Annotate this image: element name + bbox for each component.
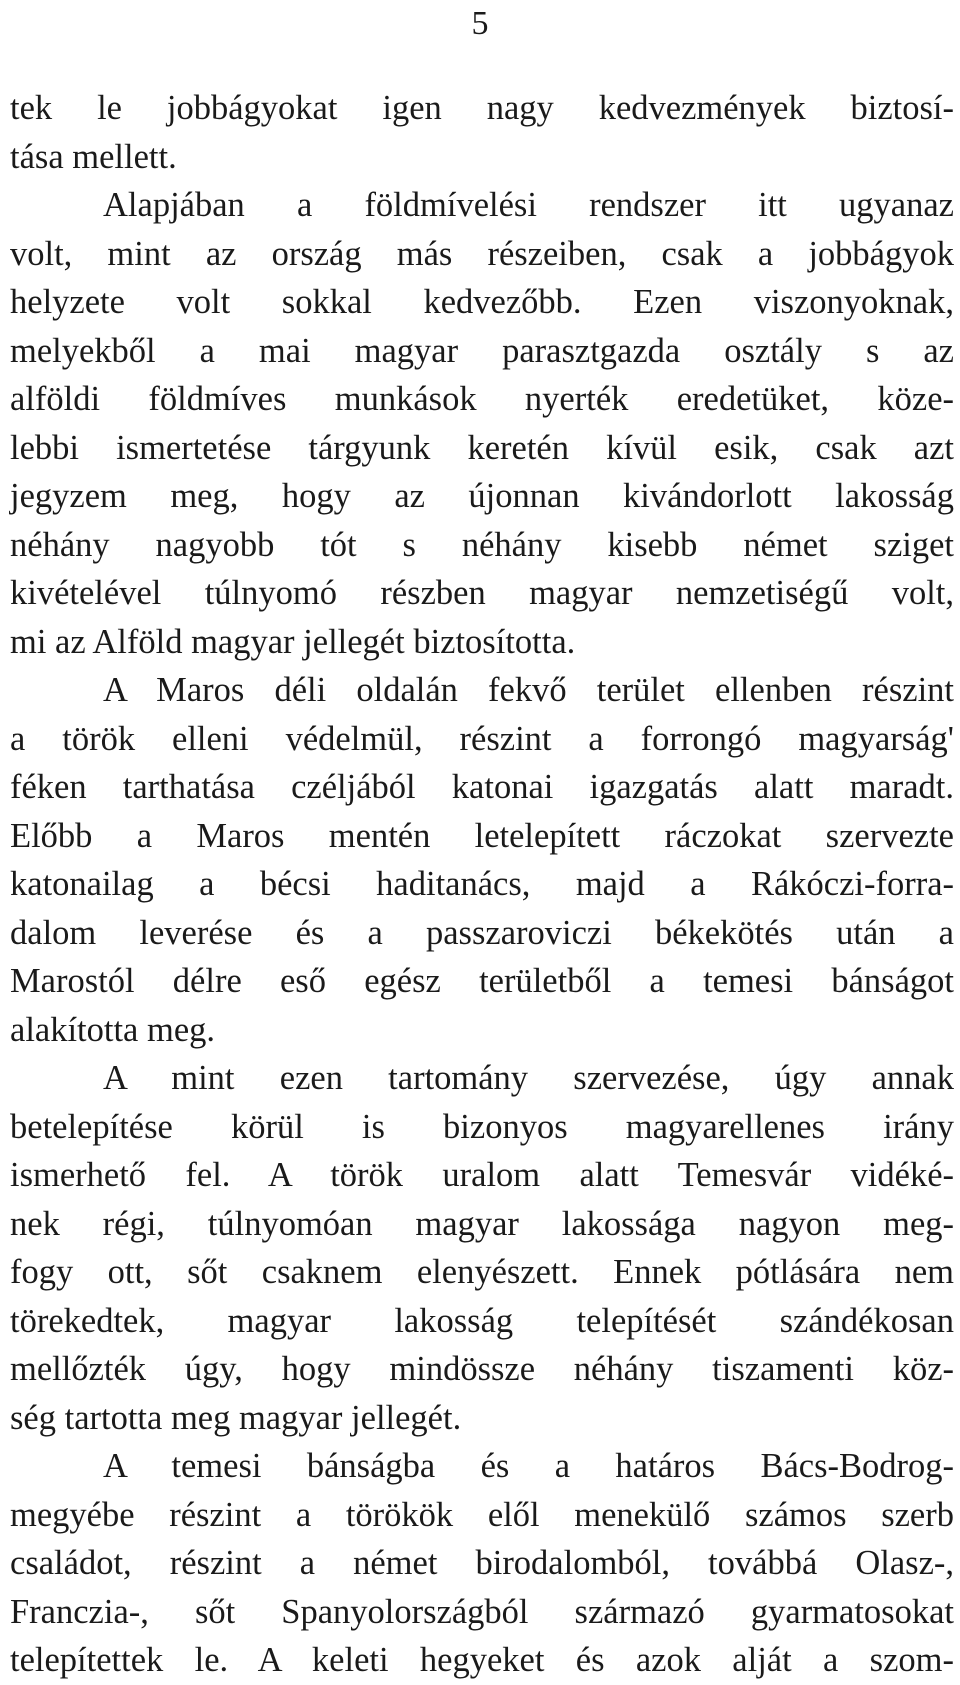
text-line: tek le jobbágyokat igen nagy kedvezmények biztosí- (10, 89, 954, 127)
text-line: helyzete volt sokkal kedvezőbb. Ezen viszonyoknak, (10, 283, 954, 321)
text-line: néhány nagyobb tót s néhány kisebb német sziget (10, 525, 954, 564)
text-line: lebbi ismertetése tárgyunk keretén kívül esik, csak azt (10, 428, 954, 467)
text-line: alakította meg. (10, 1010, 216, 1049)
text-line: kivételével túlnyomó részben magyar nemzetiségű volt, (10, 574, 954, 612)
text-line: féken tarthatása czéljából katonai igazgatás alatt maradt. (10, 768, 954, 806)
text-line: családot, részint a német birodalomból, továbbá Olasz-, (10, 1544, 954, 1582)
page-number: 5 (471, 5, 489, 42)
text-line: telepítettek le. A keleti hegyeket és azok alját a szom- (10, 1641, 954, 1679)
text-line: Marostól délre eső egész területből a temesi bánságot (10, 962, 954, 1000)
text-line: jegyzem meg, hogy az újonnan kivándorlott lakosság (10, 477, 954, 515)
text-line: Franczia-, sőt Spanyolországból származó gyarmatosokat (10, 1592, 954, 1631)
text-line: tása mellett. (10, 137, 177, 176)
text-line: nek régi, túlnyomóan magyar lakossága nagyon meg- (10, 1204, 954, 1243)
text-line: A temesi bánságba és a határos Bács-Bodrog- (103, 1447, 954, 1485)
text-line: katonailag a bécsi haditanács, majd a Rákóczi-forra- (10, 865, 954, 903)
text-line: A mint ezen tartomány szervezése, úgy annak (103, 1059, 954, 1097)
text-line: melyekből a mai magyar parasztgazda osztály s az (10, 331, 954, 370)
text-line: ség tartotta meg magyar jellegét. (10, 1398, 462, 1437)
text-line: törekedtek, magyar lakosság telepítését szándékosan (10, 1301, 954, 1340)
text-line: mi az Alföld magyar jellegét biztosította. (10, 622, 576, 661)
text-line: Alapjában a földmívelési rendszer itt ugyanaz (103, 186, 954, 224)
text-line: ismerhető fel. A török uralom alatt Temesvár vidéké- (10, 1156, 954, 1194)
body-text (10, 84, 954, 1685)
text-line: dalom leverése és a passzaroviczi békekötés után a (10, 913, 954, 952)
text-line: betelepítése körül is bizonyos magyarellenes irány (10, 1107, 954, 1146)
text-line: volt, mint az ország más részeiben, csak a jobbágyok (10, 234, 954, 273)
text-line: alföldi földmíves munkások nyerték eredetüket, köze- (10, 380, 954, 418)
text-line: fogy ott, sőt csaknem elenyészett. Ennek pótlására nem (10, 1253, 954, 1291)
text-line: megyébe részint a törökök elől menekülő számos szerb (10, 1495, 954, 1534)
text-line: A Maros déli oldalán fekvő terület ellenben részint (103, 671, 954, 709)
text-line: mellőzték úgy, hogy mindössze néhány tiszamenti köz- (10, 1350, 954, 1388)
text-line: Előbb a Maros mentén letelepített ráczokat szervezte (10, 816, 954, 855)
text-line: a török elleni védelmül, részint a forrongó magyarság' (10, 719, 954, 758)
